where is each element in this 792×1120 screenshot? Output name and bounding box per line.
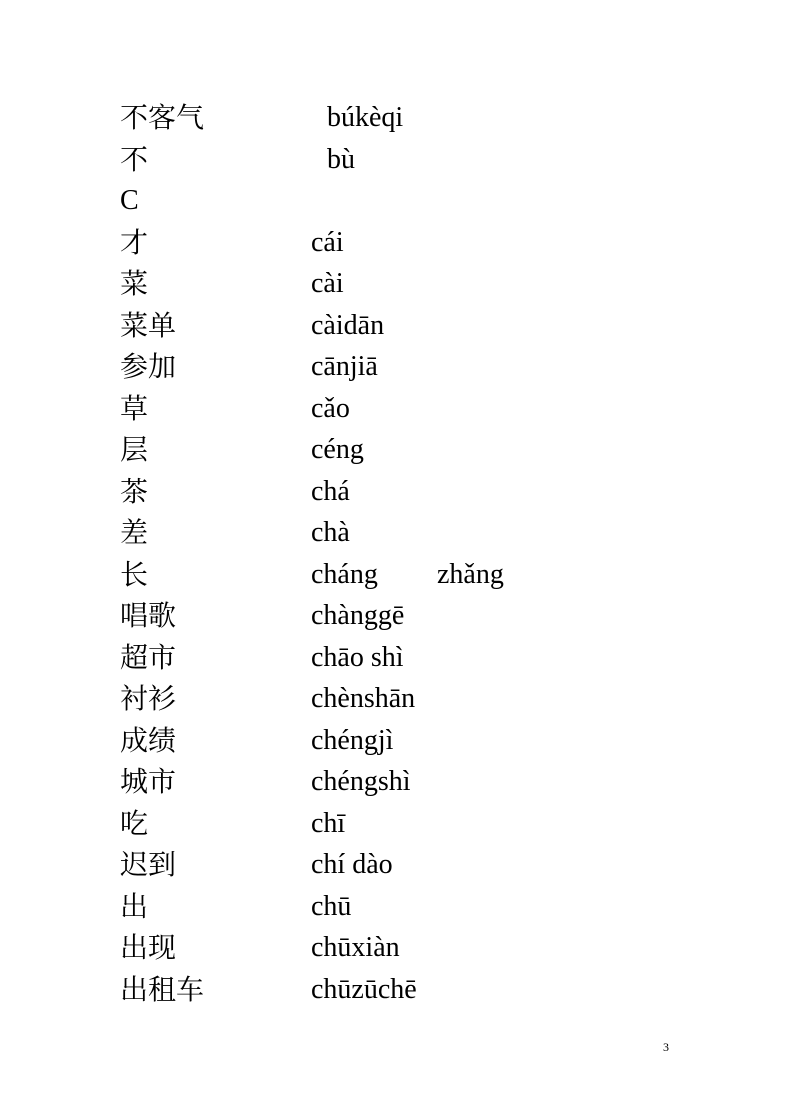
vocab-pinyin: cái (311, 227, 344, 258)
section-letter: C (120, 185, 139, 216)
vocab-pinyin: chá (311, 476, 350, 507)
vocab-hanzi: 出现 (120, 931, 177, 964)
vocab-pinyin: bù (327, 144, 355, 175)
vocab-pinyin: cài (311, 268, 344, 299)
vocab-entry (0, 637, 792, 679)
vocab-pinyin: chūzūchē (311, 974, 417, 1005)
vocab-pinyin: càidān (311, 310, 385, 341)
vocab-hanzi: 参加 (120, 350, 177, 383)
vocab-entry (0, 97, 792, 139)
vocab-pinyin: búkèqi (327, 102, 404, 133)
vocab-hanzi: 出 (120, 890, 149, 923)
vocab-pinyin: chéngshì (311, 766, 411, 797)
vocab-pinyin: chànggē (311, 600, 405, 631)
vocab-pinyin: céng (311, 434, 364, 465)
vocab-hanzi: 超市 (120, 641, 177, 674)
vocab-hanzi: 菜单 (120, 309, 177, 342)
vocab-pinyin: chí dào (311, 849, 393, 880)
vocab-entry (0, 139, 792, 181)
vocab-pinyin: cháng (311, 559, 378, 590)
vocab-hanzi: 才 (120, 226, 149, 259)
vocab-entry (0, 554, 792, 596)
vocab-hanzi: 城市 (120, 765, 177, 798)
vocab-pinyin: chènshān (311, 683, 416, 714)
vocab-entry (0, 388, 792, 430)
vocab-entry (0, 678, 792, 720)
vocab-entry (0, 969, 792, 1011)
vocab-entry (0, 886, 792, 928)
vocab-pinyin: chūxiàn (311, 932, 400, 963)
vocab-hanzi: 茶 (120, 475, 149, 508)
vocab-hanzi: 唱歌 (120, 599, 177, 632)
vocab-pinyin: chū (311, 891, 352, 922)
vocab-pinyin: chéngjì (311, 725, 394, 756)
vocab-pinyin: chà (311, 517, 350, 548)
vocab-hanzi: 迟到 (120, 848, 177, 881)
vocab-hanzi: 不客气 (120, 101, 205, 134)
vocab-hanzi: 不 (120, 143, 149, 176)
vocab-entry (0, 844, 792, 886)
vocab-entry (0, 222, 792, 264)
vocab-entry (0, 346, 792, 388)
vocab-hanzi: 菜 (120, 267, 149, 300)
vocab-hanzi: 差 (120, 516, 149, 549)
vocab-hanzi: 出租车 (120, 973, 205, 1006)
vocab-entry (0, 305, 792, 347)
vocab-pinyin-alt: zhǎng (437, 559, 504, 590)
vocab-pinyin: cānjiā (311, 351, 378, 382)
vocab-entry (0, 263, 792, 305)
vocab-entry (0, 720, 792, 762)
vocab-entry (0, 761, 792, 803)
vocab-pinyin: cǎo (311, 393, 350, 424)
vocab-entry (0, 595, 792, 637)
vocab-entry (0, 471, 792, 513)
vocab-pinyin: chī (311, 808, 346, 839)
vocab-hanzi: 长 (120, 558, 149, 591)
vocab-entry (0, 803, 792, 845)
vocab-hanzi: 成绩 (120, 724, 177, 757)
vocab-pinyin: chāo shì (311, 642, 404, 673)
vocab-hanzi: 层 (120, 433, 149, 466)
vocab-hanzi: 草 (120, 392, 149, 425)
vocab-entry (0, 927, 792, 969)
vocab-entry (0, 429, 792, 471)
vocab-hanzi: 吃 (120, 807, 149, 840)
vocab-hanzi: 衬衫 (120, 682, 177, 715)
vocab-entry (0, 512, 792, 554)
page-number: 3 (663, 1040, 669, 1054)
